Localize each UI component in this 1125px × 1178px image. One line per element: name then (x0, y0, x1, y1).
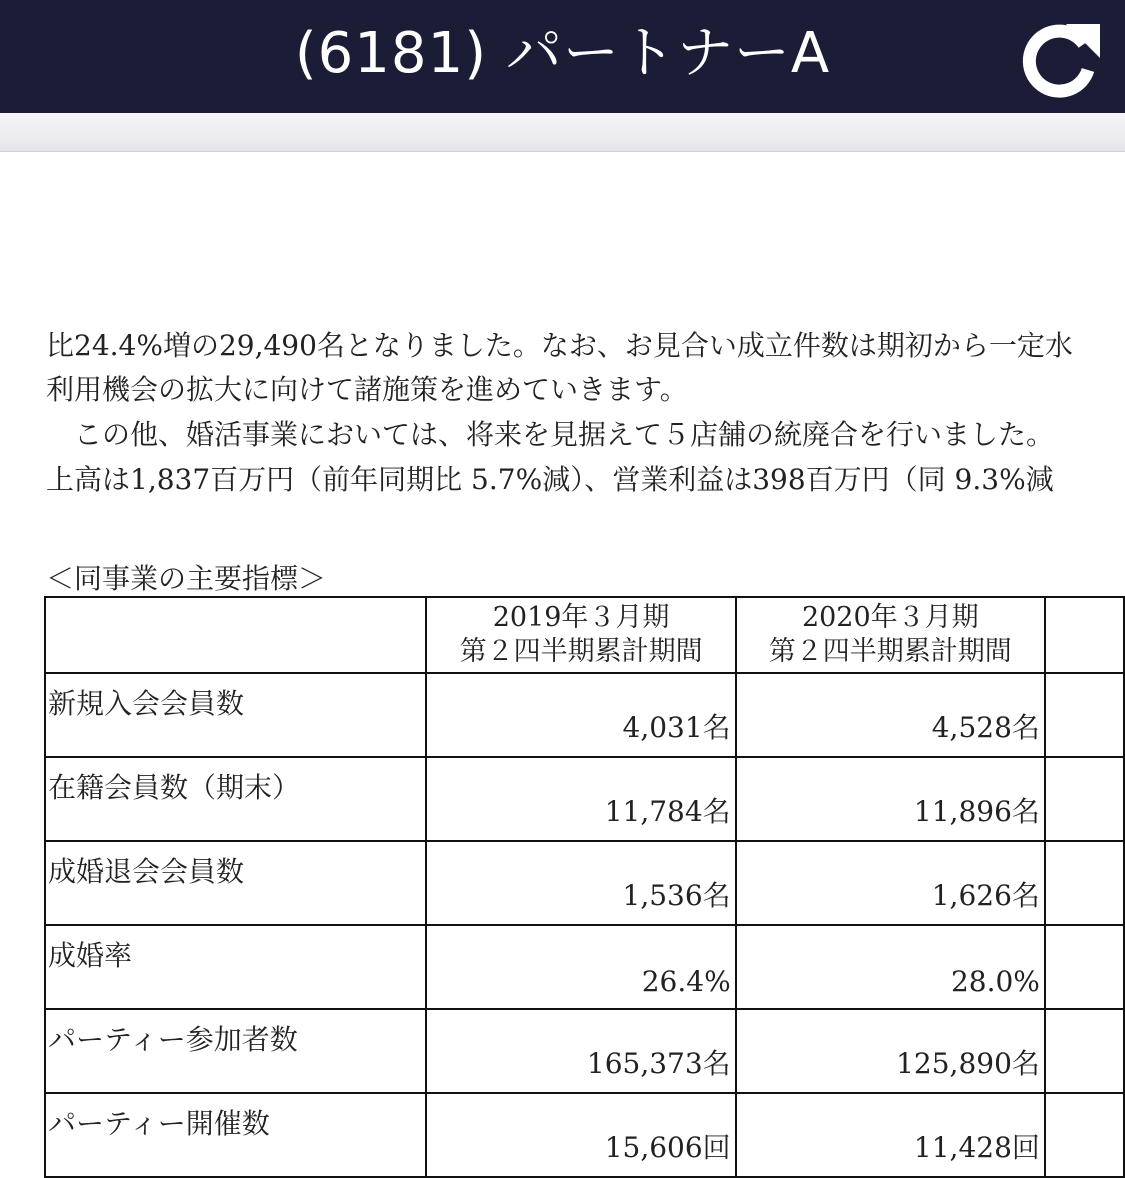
cell-cut (1045, 673, 1124, 757)
cell-2019: 26.4% (426, 925, 735, 1009)
cell-2019: 1,536名 (426, 841, 735, 925)
row-label: 新規入会会員数 (45, 673, 426, 757)
table-caption: ＜同事業の主要指標＞ (46, 562, 327, 595)
doc-line: 比24.4%増の29,490名となりました。なお、お見合い成立件数は期初から一定水 (46, 329, 1073, 362)
header-cell-cut (1045, 597, 1124, 673)
document-view[interactable] (0, 152, 1125, 1164)
cell-2020: 11,896名 (736, 757, 1045, 841)
cell-2019: 11,784名 (426, 757, 735, 841)
row-label: 成婚退会会員数 (45, 841, 426, 925)
row-label: パーティー開催数 (45, 1093, 426, 1177)
doc-line: この他、婚活事業においては、将来を見据えて５店舗の統廃合を行いました。 (46, 418, 1055, 451)
table-row (45, 1009, 1124, 1093)
row-label: 在籍会員数（期末） (45, 757, 426, 841)
page-title: (6181) パートナーA (294, 21, 831, 86)
table-row (45, 925, 1124, 1009)
cell-cut (1045, 841, 1124, 925)
refresh-icon[interactable] (1016, 14, 1104, 102)
doc-line: 上高は1,837百万円（前年同期比 5.7%減）、営業利益は398百万円（同 9.3%減 (46, 463, 1054, 496)
doc-line: 利用機会の拡大に向けて諸施策を進めていきます。 (46, 373, 688, 406)
cell-cut (1045, 925, 1124, 1009)
cell-2020: 11,428回 (736, 1093, 1045, 1177)
metrics-table (44, 596, 1125, 1178)
top-nav-bar (0, 0, 1125, 113)
row-label: パーティー参加者数 (45, 1009, 426, 1093)
cell-cut (1045, 1093, 1124, 1177)
table-row (45, 841, 1124, 925)
table-row (45, 757, 1124, 841)
header-cell-2019: 2019年３月期 第２四半期累計期間 (426, 597, 735, 673)
table-row (45, 673, 1124, 757)
cell-2019: 15,606回 (426, 1093, 735, 1177)
cell-cut (1045, 1009, 1124, 1093)
header-cell-2020: 2020年３月期 第２四半期累計期間 (736, 597, 1045, 673)
cell-2020: 125,890名 (736, 1009, 1045, 1093)
table-row (45, 1093, 1124, 1177)
row-label: 成婚率 (45, 925, 426, 1009)
table-header-row (45, 597, 1124, 673)
toolbar-strip (0, 113, 1125, 152)
header-cell-empty (45, 597, 426, 673)
cell-2019: 4,031名 (426, 673, 735, 757)
cell-2020: 28.0% (736, 925, 1045, 1009)
cell-cut (1045, 757, 1124, 841)
cell-2020: 4,528名 (736, 673, 1045, 757)
cell-2020: 1,626名 (736, 841, 1045, 925)
cell-2019: 165,373名 (426, 1009, 735, 1093)
